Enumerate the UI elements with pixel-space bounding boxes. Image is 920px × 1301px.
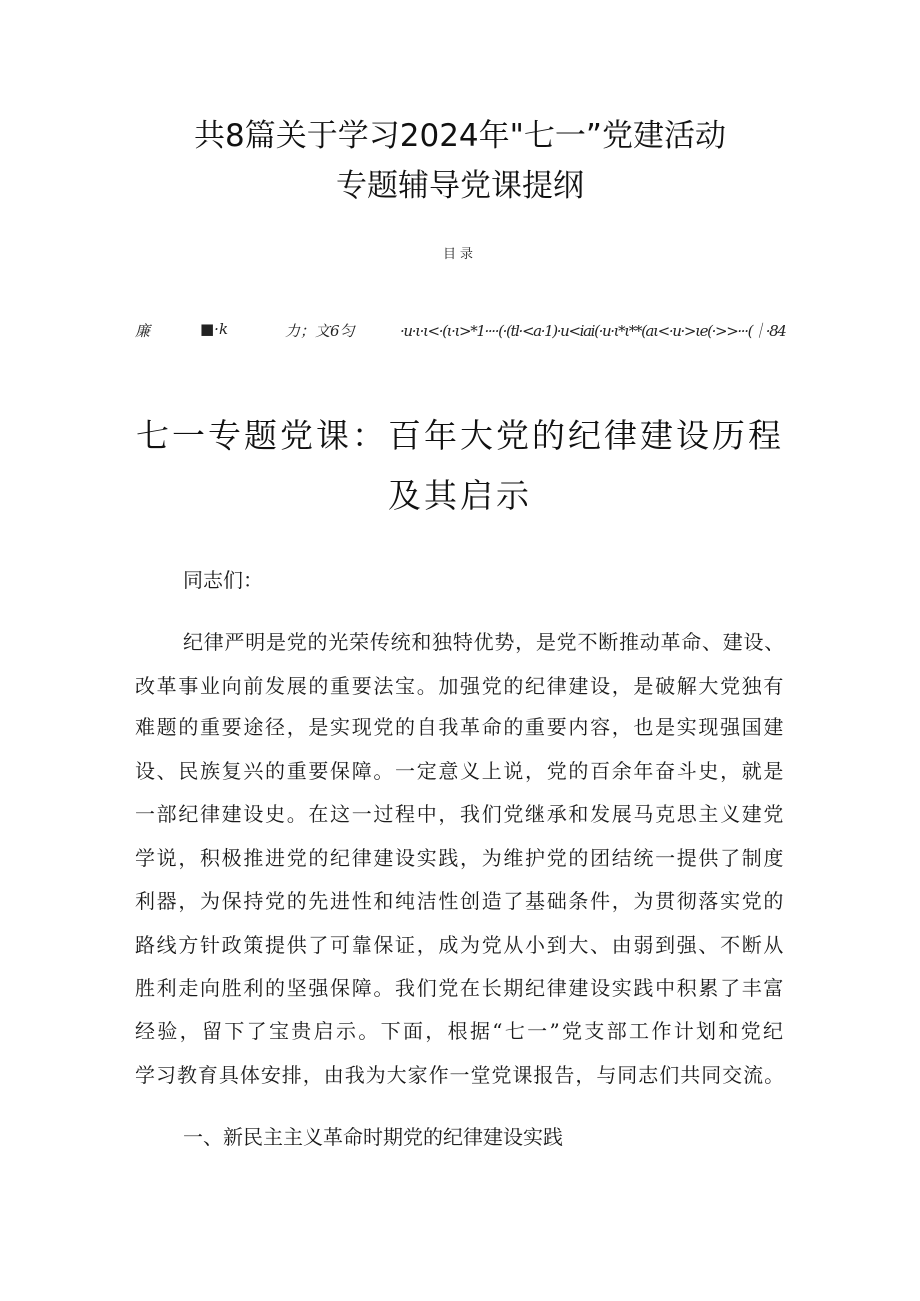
greeting: 同志们： xyxy=(183,568,263,592)
toc-label: 目录 xyxy=(442,247,477,262)
paragraph-line: 纪律严明是党的光荣传统和独特优势，是党不断推动革命、建设、 xyxy=(183,630,786,654)
section-title-line-1: 七一专题党课：百年大党的纪律建设历程 xyxy=(136,416,784,455)
paragraph-line: 一部纪律建设史。在这一过程中，我们党继承和发展马克思主义建党 xyxy=(135,802,786,826)
toc-entry-col-1: 廉 xyxy=(135,322,151,340)
paragraph-line: 学习教育具体安排，由我为大家作一堂党课报告，与同志们共同交流。 xyxy=(135,1063,786,1087)
paragraph-line: 学说，积极推进党的纪律建设实践，为维护党的团结统一提供了制度 xyxy=(135,846,786,870)
paragraph-line: 胜利走向胜利的坚强保障。我们党在长期纪律建设实践中积累了丰富 xyxy=(135,976,786,1000)
paragraph-line: 利器，为保持党的先进性和纯洁性创造了基础条件，为贯彻落实党的 xyxy=(135,889,786,913)
document-title-line-2: 专题辅导党课提纲 xyxy=(336,168,584,204)
section-title-line-2: 及其启示 xyxy=(388,476,532,515)
document-title-line-1: 共8篇关于学习2024年"七一”党建活动 xyxy=(194,118,726,154)
paragraph-line: 设、民族复兴的重要保障。一定意义上说，党的百余年奋斗史，就是 xyxy=(135,759,786,783)
toc-entry-col-2: ■·k xyxy=(200,320,229,338)
paragraph-line: 难题的重要途径，是实现党的自我革命的重要内容，也是实现强国建 xyxy=(135,715,786,739)
toc-entry[interactable] xyxy=(135,320,785,344)
paragraph-line: 改革事业向前发展的重要法宝。加强党的纪律建设，是破解大党独有 xyxy=(135,674,786,698)
toc-entry-col-4: ·u·ι·ι<·(ι·ι>*1····(·(tl·<a·1)·u<iai(·u·ι*ι**(aι<·u·>ιe(·>>···(｜·84 xyxy=(400,322,786,340)
toc-entry-col-3: 力；文6匀 xyxy=(285,322,355,340)
section-heading-1: 一、新民主主义革命时期党的纪律建设实践 xyxy=(183,1125,563,1149)
paragraph-line: 路线方针政策提供了可靠保证，成为党从小到大、由弱到强、不断从 xyxy=(135,933,786,957)
paragraph-line: 经验，留下了宝贵启示。下面，根据“七一”党支部工作计划和党纪 xyxy=(135,1019,786,1043)
